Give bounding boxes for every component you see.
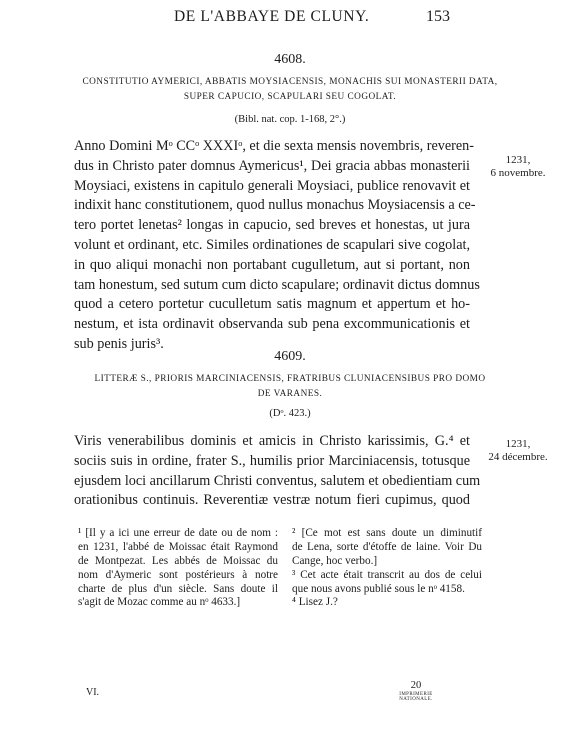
- margin-date-day: 6 novembre.: [490, 167, 546, 179]
- printer-name: IMPRIMERIE NATIONALE.: [399, 692, 433, 702]
- charter-text: [74, 432, 481, 511]
- charter-title-line: DE VARANES.: [257, 388, 323, 399]
- text-line: volunt et ordinant, etc. Similes ordinationes de scapulari sive cogolat,: [74, 236, 470, 253]
- charter-title-line: CONSTITUTIO AYMERICI, ABBATIS MOYSIACENSIS, MONACHIS SUI MONASTERII DATA,: [82, 77, 498, 87]
- text-line: tam honestum, sed sutum cum dicto scapulare; ordinavit dictus domnus: [74, 276, 480, 293]
- text-line: orationibus continuis. Reverentiæ vestræ notum fieri cupimus, quod: [74, 492, 470, 509]
- charter-number: 4609.: [274, 349, 306, 364]
- footnotes-right: [292, 527, 482, 610]
- printer-signature: [386, 680, 446, 702]
- footnotes-left: [78, 527, 278, 610]
- footnote-line: en 1231, l'abbé de Moissac était Raymond: [78, 540, 278, 553]
- margin-date-day: 24 décembre.: [488, 451, 548, 463]
- charter-source: (Bibl. nat. cop. 1-168, 2°.): [234, 114, 346, 125]
- text-line: quod a cetero portetur cuculletum satis magnum et appertum et ho-: [74, 296, 470, 313]
- text-line: Anno Domini Mᵒ CCᵒ XXXIᵒ, et die sexta mensis novembris, reveren-: [74, 138, 474, 154]
- charter-title: [0, 372, 580, 401]
- margin-date-year: 1231,: [505, 154, 531, 166]
- margin-date: [478, 438, 558, 464]
- charter-source: (Dᵒ. 423.): [269, 408, 311, 419]
- text-line: dus in Christo pater domnus Aymericus¹, Dei gracia abbas monasterii: [74, 157, 470, 174]
- text-line: sub penis juris³.: [74, 335, 164, 352]
- footnote-line: charte de plus d'un siècle. Sans doute il: [78, 582, 278, 595]
- volume-signature: VI.: [86, 687, 100, 698]
- footnote-line: de Montpezat. Les abbés de Moissac du: [78, 554, 278, 567]
- footnote-line: ³ Cet acte était transcrit au dos de celui: [292, 568, 482, 581]
- text-line: Moysiaci, existens in capitulo generali Moysiaci, publice renovavit et: [74, 177, 470, 194]
- footnote-line: ² [Ce mot est sans doute un diminutif: [292, 527, 482, 539]
- margin-date: [478, 154, 558, 180]
- footnote-line: s'agit de Mozac comme au nᵒ 4633.]: [78, 596, 241, 609]
- charter-text: [74, 137, 480, 355]
- footnote-line: de Lena, sorte d'étoffe de laine. Voir Du: [292, 540, 482, 553]
- footnote-line: Cange, hoc verbo.]: [292, 554, 378, 567]
- running-head: [0, 8, 580, 30]
- footnote-line: ¹ [Il y a ici une erreur de date ou de nom :: [78, 527, 278, 539]
- sheet-number: 20: [410, 680, 422, 691]
- footnote-line: que nous avons publié sous le nᵒ 4158.: [292, 582, 465, 595]
- margin-date-year: 1231,: [505, 438, 531, 450]
- footnote-line: nom d'Aymeric sont postérieurs à notre: [78, 568, 278, 581]
- text-line: ejusdem loci ancillarum Christi conventus, salutem et obedientiam cum: [74, 472, 481, 489]
- text-line: in quo aliqui monachi non portabant cugulletum, aut si portant, non: [74, 256, 470, 273]
- charter-title-line: SUPER CAPUCIO, SCAPULARI SEU COGOLAT.: [183, 91, 397, 102]
- text-line: tero portet lenetas² longas in capucio, sed breves et honestas, ut jura: [74, 217, 470, 234]
- page-number: 153: [426, 8, 450, 25]
- charter-title-line: LITTERÆ S., PRIORIS MARCINIACENSIS, FRATRIBUS CLUNIACENSIBUS PRO DOMO: [94, 374, 486, 384]
- text-line: nestum, et ista ordinavit observanda sub pena excommunicationis et: [74, 316, 470, 333]
- footnote-line: ⁴ Lisez J.?: [292, 596, 338, 609]
- charter-title: [0, 75, 580, 104]
- charter-number: 4608.: [274, 52, 306, 67]
- text-line: Viris venerabilibus dominis et amicis in Christo karissimis, G.⁴ et: [74, 433, 470, 449]
- text-line: indixit hanc constitutionem, quod nullus monachus Moysiacensis a ce-: [74, 197, 476, 214]
- running-title: DE L'ABBAYE DE CLUNY.: [174, 8, 370, 25]
- text-line: sociis suis in ordine, frater S., humilis prior Marciniacensis, totusque: [74, 452, 470, 469]
